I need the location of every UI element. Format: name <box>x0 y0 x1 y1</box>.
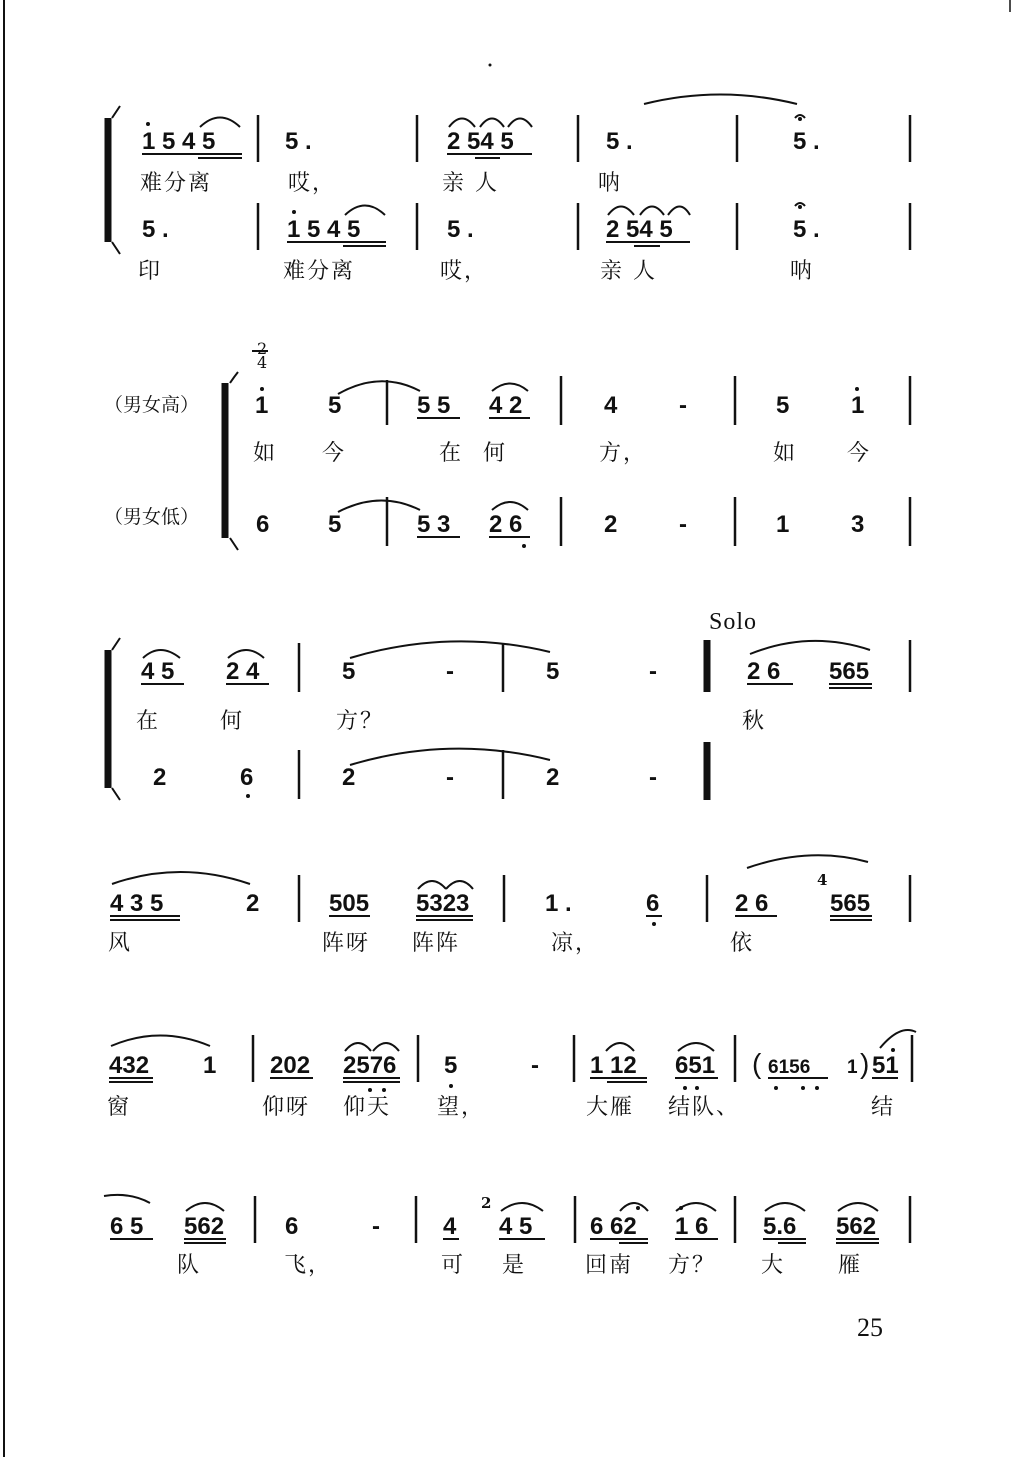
s2-lyric-2: 今 <box>322 441 347 466</box>
s5-lyric-3: 仰天 <box>343 1095 392 1120</box>
s2-low-n3: 5 3 <box>417 511 451 538</box>
s3-upper-n8: 565 <box>829 658 870 685</box>
s2-lyric-6: 如 <box>773 441 798 466</box>
system1-underlines <box>142 117 802 246</box>
s3-lyric-1: 在 <box>136 709 161 734</box>
s4-n2: 2 <box>246 890 260 917</box>
s6-grace-note: 2 <box>481 1194 492 1212</box>
s2-lyric-4: 何 <box>483 441 508 466</box>
s1-lower-m4: 2 54 5 <box>606 216 673 243</box>
s2-low-n1: 6 <box>256 511 270 538</box>
s3-lower-n3: 2 <box>342 764 356 791</box>
system2-brace <box>225 372 238 550</box>
system6-barlines <box>255 1196 910 1243</box>
page-number: 25 <box>857 1313 883 1342</box>
s4-n7: 2 6 <box>735 890 769 917</box>
s6-n9: 5.6 <box>763 1213 797 1240</box>
s2-high-n2: 5 <box>328 392 342 419</box>
system2-barlines <box>252 351 910 546</box>
s4-lyric-5: 依 <box>730 931 755 956</box>
s6-lyric-4: 是 <box>502 1253 527 1278</box>
s5-lyric-6: 结队、 <box>668 1095 741 1120</box>
s1-lower-lyric-5: 呐 <box>790 259 815 284</box>
s1-upper-lyric-4: 呐 <box>598 171 623 196</box>
s3-lower-n5: 2 <box>546 764 560 791</box>
system6-underlines <box>110 1206 879 1243</box>
s6-lyric-5: 回南 <box>585 1253 634 1278</box>
s5-lyric-2: 仰呀 <box>262 1095 311 1120</box>
s3-lower-n6: - <box>649 764 657 791</box>
s3-lyric-2: 何 <box>220 709 245 734</box>
s3-lyric-3: 方？ <box>336 709 385 734</box>
s6-n2: 562 <box>184 1213 225 1240</box>
system3-underlines <box>141 684 872 798</box>
system5-slurs <box>111 1030 916 1051</box>
s5-n1: 432 <box>109 1052 150 1079</box>
s4-lyric-4: 凉， <box>551 931 600 956</box>
s2-high-n7: 5 <box>776 392 790 419</box>
s2-high-n6: - <box>679 392 687 419</box>
s2-lyric-3: 在 <box>439 441 464 466</box>
s1-upper-m4: 5 . <box>606 128 633 155</box>
s4-grace-note: 4 <box>817 871 828 889</box>
s4-n1: 4 3 5 <box>110 890 164 917</box>
system1-brace <box>108 106 120 254</box>
s2-high-n5: 4 <box>604 392 618 419</box>
s4-n4: 5323 <box>416 890 470 917</box>
s1-upper-m3: 2 54 5 <box>447 128 514 155</box>
s5-paren-open: ( <box>752 1048 762 1079</box>
s6-lyric-2: 飞， <box>284 1253 333 1278</box>
system2-slurs <box>338 381 528 512</box>
time-signature-bottom: 4 <box>257 353 268 372</box>
system4-barlines <box>299 871 910 922</box>
s5-n5: 5 <box>444 1052 458 1079</box>
s3-upper-n5: 5 <box>546 658 560 685</box>
s1-upper-lyric-3: 亲 人 <box>442 171 499 196</box>
s2-low-n2: 5 <box>328 511 342 538</box>
s3-upper-n7: 2 6 <box>747 658 781 685</box>
s4-n8: 565 <box>830 890 871 917</box>
system5-barlines <box>253 1035 912 1082</box>
s1-lower-lyric-3: 哎， <box>440 259 489 284</box>
s3-lower-n2: 6 <box>240 764 254 791</box>
s2-low-n6: - <box>679 511 687 538</box>
s2-high-n4: 4 2 <box>489 392 523 419</box>
s2-lyric-7: 今 <box>847 441 872 466</box>
s6-lyric-6: 方？ <box>668 1253 717 1278</box>
s3-upper-n4: - <box>446 658 454 685</box>
system3-barlines <box>299 640 910 800</box>
s1-lower-lyric-1: 印 <box>138 259 163 284</box>
s2-low-n7: 1 <box>776 511 790 538</box>
s6-lyric-7: 大 <box>761 1253 786 1278</box>
s5-n2: 1 <box>203 1052 217 1079</box>
s4-n5: 1 . <box>545 890 572 917</box>
s3-lower-n1: 2 <box>153 764 167 791</box>
s1-upper-lyric-1: 难分离 <box>140 171 213 196</box>
time-signature-top: 2 <box>257 339 268 358</box>
s1-lower-m2: 1 5 4 5 <box>287 216 361 243</box>
s1-lower-m3: 5 . <box>447 216 474 243</box>
s5-n9: 6156 <box>768 1057 811 1078</box>
s3-upper-n1: 4 5 <box>141 658 175 685</box>
voice-label-high: （男女高） <box>104 394 200 416</box>
s3-upper-n3: 5 <box>342 658 356 685</box>
s5-lyric-5: 大雁 <box>586 1095 635 1120</box>
s5-n4: 2576 <box>343 1052 397 1079</box>
s2-low-n8: 3 <box>851 511 865 538</box>
s5-n11: 51 <box>872 1052 899 1079</box>
s1-upper-m1: 1 5 4 5 <box>142 128 216 155</box>
s2-high-n1: 1 <box>255 392 269 419</box>
system4-slurs <box>112 855 868 889</box>
system1-barlines <box>258 115 910 250</box>
s3-upper-n6: - <box>649 658 657 685</box>
s4-lyric-3: 阵阵 <box>412 931 461 956</box>
s6-lyric-8: 雁 <box>838 1253 863 1278</box>
s1-lower-lyric-2: 难分离 <box>283 259 356 284</box>
s5-lyric-4: 望， <box>437 1095 486 1120</box>
s6-n3: 6 <box>285 1213 299 1240</box>
s2-low-n4: 2 6 <box>489 511 523 538</box>
s1-upper-m2: 5 . <box>285 128 312 155</box>
s3-lower-n4: - <box>446 764 454 791</box>
system5-underlines <box>109 1048 898 1092</box>
s5-n3: 202 <box>270 1052 311 1079</box>
s6-n8: 1 6 <box>675 1213 709 1240</box>
system3-slurs <box>143 641 870 765</box>
s6-n1: 6 5 <box>110 1213 144 1240</box>
system3-brace <box>108 638 120 800</box>
s2-low-n5: 2 <box>604 511 618 538</box>
s1-lower-m5: 5 . <box>793 216 820 243</box>
system4-underlines <box>110 916 872 926</box>
s5-n8: 651 <box>675 1052 716 1079</box>
s4-lyric-1: 风 <box>108 931 133 956</box>
s6-n5: 4 <box>443 1213 457 1240</box>
speck <box>489 64 492 67</box>
s5-n6: - <box>531 1052 539 1079</box>
system6-slurs <box>104 1195 878 1211</box>
s5-lyric-1: 窗 <box>107 1095 132 1120</box>
voice-label-low: （男女低） <box>104 506 200 528</box>
s6-n4: - <box>372 1213 380 1240</box>
s1-upper-lyric-2: 哎， <box>288 171 337 196</box>
s2-high-n3: 5 5 <box>417 392 451 419</box>
s6-n7: 6 62 <box>590 1213 637 1240</box>
s5-paren-close: ) <box>860 1048 870 1079</box>
s3-upper-n2: 2 4 <box>226 658 260 685</box>
s4-n6: 6 <box>646 890 660 917</box>
s3-lyric-4: 秋 <box>742 709 767 734</box>
s1-upper-m5: 5 . <box>793 128 820 155</box>
s6-n10: 562 <box>836 1213 877 1240</box>
s2-lyric-5: 方， <box>599 441 648 466</box>
s5-n7: 1 12 <box>590 1052 637 1079</box>
s6-lyric-3: 可 <box>441 1253 466 1278</box>
solo-label: Solo <box>709 609 758 635</box>
s5-lyric-7: 结 <box>871 1095 896 1120</box>
system2-underlines <box>260 387 859 548</box>
s2-lyric-1: 如 <box>253 441 278 466</box>
s5-n10: 1 <box>847 1057 858 1078</box>
s4-lyric-2: 阵呀 <box>322 931 371 956</box>
s2-high-n8: 1 <box>851 392 865 419</box>
s1-lower-m1: 5 . <box>142 216 169 243</box>
s4-n3: 505 <box>329 890 370 917</box>
s6-lyric-1: 队 <box>177 1253 202 1278</box>
s6-n6: 4 5 <box>499 1213 533 1240</box>
s1-lower-lyric-4: 亲 人 <box>600 259 657 284</box>
